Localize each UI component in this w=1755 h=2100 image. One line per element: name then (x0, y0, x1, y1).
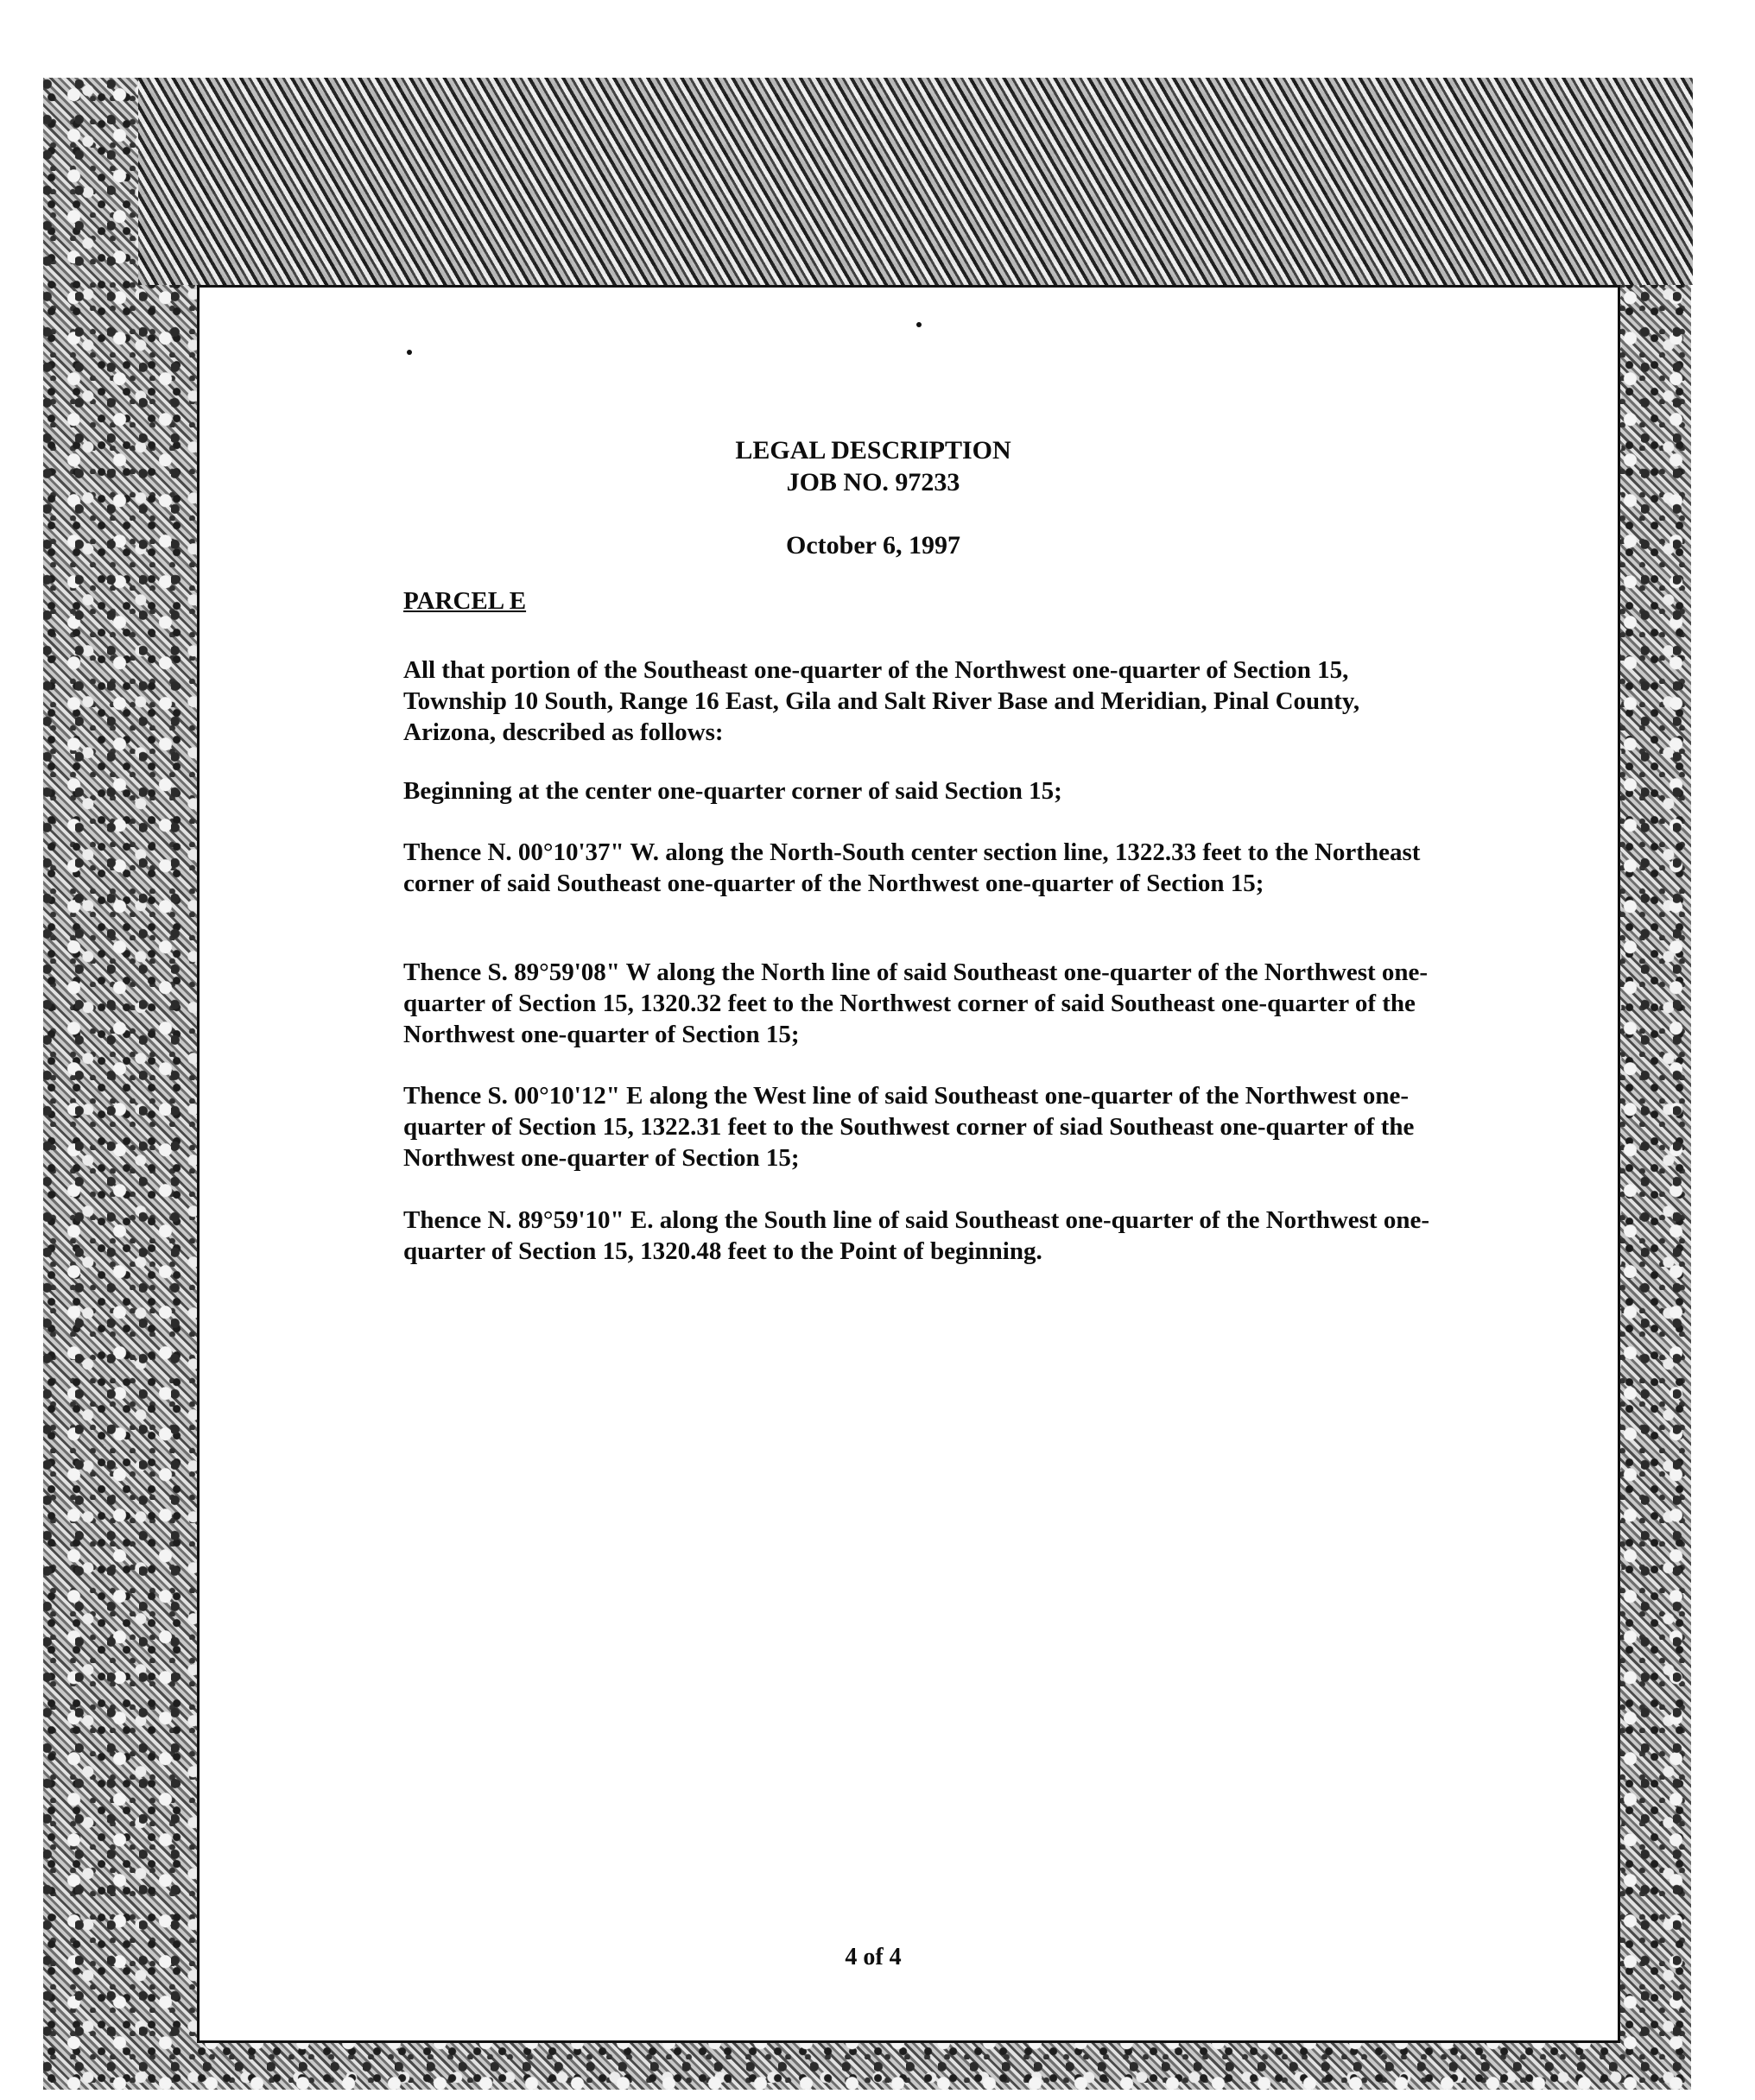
paragraph-intro: All that portion of the Southeast one-quarter of the Northwest one-quarter of Section 15, Township 10 South, Range 16 East, Gila and Salt River Base and Meridian, Pinal County, Arizona, described as follows: (403, 656, 1360, 746)
parcel-label: PARCEL E (403, 587, 527, 615)
document-date: October 6, 1997 (786, 531, 960, 560)
paragraph-course-4: Thence N. 89°59'10" E. along the South line of said Southeast one-quarter of the Northwest one-quarter of Section 15, 1320.48 feet to the Point of beginning. (403, 1206, 1429, 1265)
paragraph-beginning: Beginning at the center one-quarter corner of said Section 15; (403, 777, 1062, 805)
document-heading: LEGAL DESCRIPTION (735, 436, 1011, 465)
paragraph-course-2: Thence S. 89°59'08" W along the North line of said Southeast one-quarter of the Northwest one-quarter of Section 15, 1320.32 feet to the Northwest corner of said Southeast one-quarter of the Northwest one-quarter of Section 15; (403, 958, 1429, 1048)
document-text (200, 288, 1618, 2040)
scan-noise-top (138, 78, 1693, 285)
document-page (197, 285, 1620, 2043)
job-number: JOB NO. 97233 (786, 468, 960, 497)
paragraph-course-1: Thence N. 00°10'37" W. along the North-South center section line, 1322.33 feet to the Northeast corner of said Southeast one-quarter of the Northwest one-quarter of Section 15; (403, 838, 1421, 897)
paragraph-course-3: Thence S. 00°10'12" E along the West line of said Southeast one-quarter of the Northwest one-quarter of Section 15, 1322.31 feet to the Southwest corner of siad Southeast one-quarter of the Northwest one-quarter of Section 15; (403, 1082, 1415, 1172)
page-number: 4 of 4 (845, 1944, 902, 1970)
